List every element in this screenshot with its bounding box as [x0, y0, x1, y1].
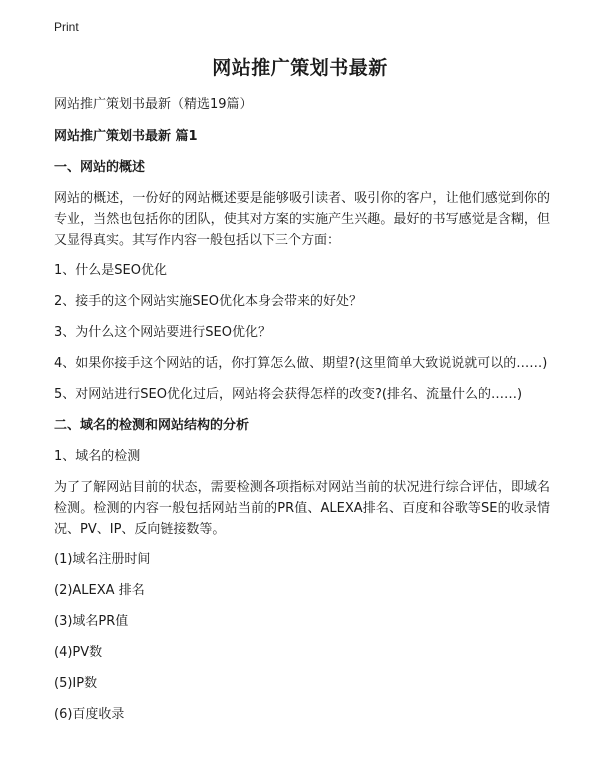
print-label: Print	[54, 20, 79, 34]
list-item: 2、接手的这个网站实施SEO优化本身会带来的好处？	[54, 294, 362, 309]
list-item: (6)百度收录	[54, 707, 125, 722]
list-item: (1)域名注册时间	[54, 552, 151, 567]
paragraph-overview: 网站的概述，一份好的网站概述要是能够吸引读者、吸引你的客户，让他们感觉到你的专业，当然也包括你的团队，使其对方案的实施产生兴趣。最好的书写感觉是含糊，但又显得真实。其写作内容一般包括以下三个方面：	[54, 191, 550, 248]
subheading-domain-check: 1、域名的检测	[54, 449, 141, 464]
heading-domain-analysis: 二、域名的检测和网站结构的分析	[54, 418, 250, 433]
list-item: (5)IP数	[54, 676, 98, 691]
list-item: 3、为什么这个网站要进行SEO优化？	[54, 325, 271, 340]
heading-overview: 一、网站的概述	[54, 160, 146, 175]
section-heading: 网站推广策划书最新 篇1	[54, 129, 198, 144]
list-item: 5、对网站进行SEO优化过后，网站将会获得怎样的改变?(排名、流量什么的……)	[54, 387, 523, 402]
document-subtitle: 网站推广策划书最新（精选19篇）	[54, 97, 253, 112]
paragraph-domain-check: 为了了解网站目前的状态，需要检测各项指标对网站当前的状况进行综合评估，即域名检测。检测的内容一般包括网站当前的PR值、ALEXA排名、百度和谷歌等SE的收录情况、PV、IP、反向链接数等。	[54, 480, 550, 537]
list-item: (3)域名PR值	[54, 614, 129, 629]
list-item: (2)ALEXA 排名	[54, 583, 145, 598]
list-item: 4、如果你接手这个网站的话，你打算怎么做、期望?(这里简单大致说说就可以的……)	[54, 356, 548, 371]
document-body	[54, 94, 550, 735]
list-item: 1、什么是SEO优化	[54, 263, 167, 278]
list-item: (4)PV数	[54, 645, 103, 660]
document-title: 网站推广策划书最新	[212, 57, 388, 79]
